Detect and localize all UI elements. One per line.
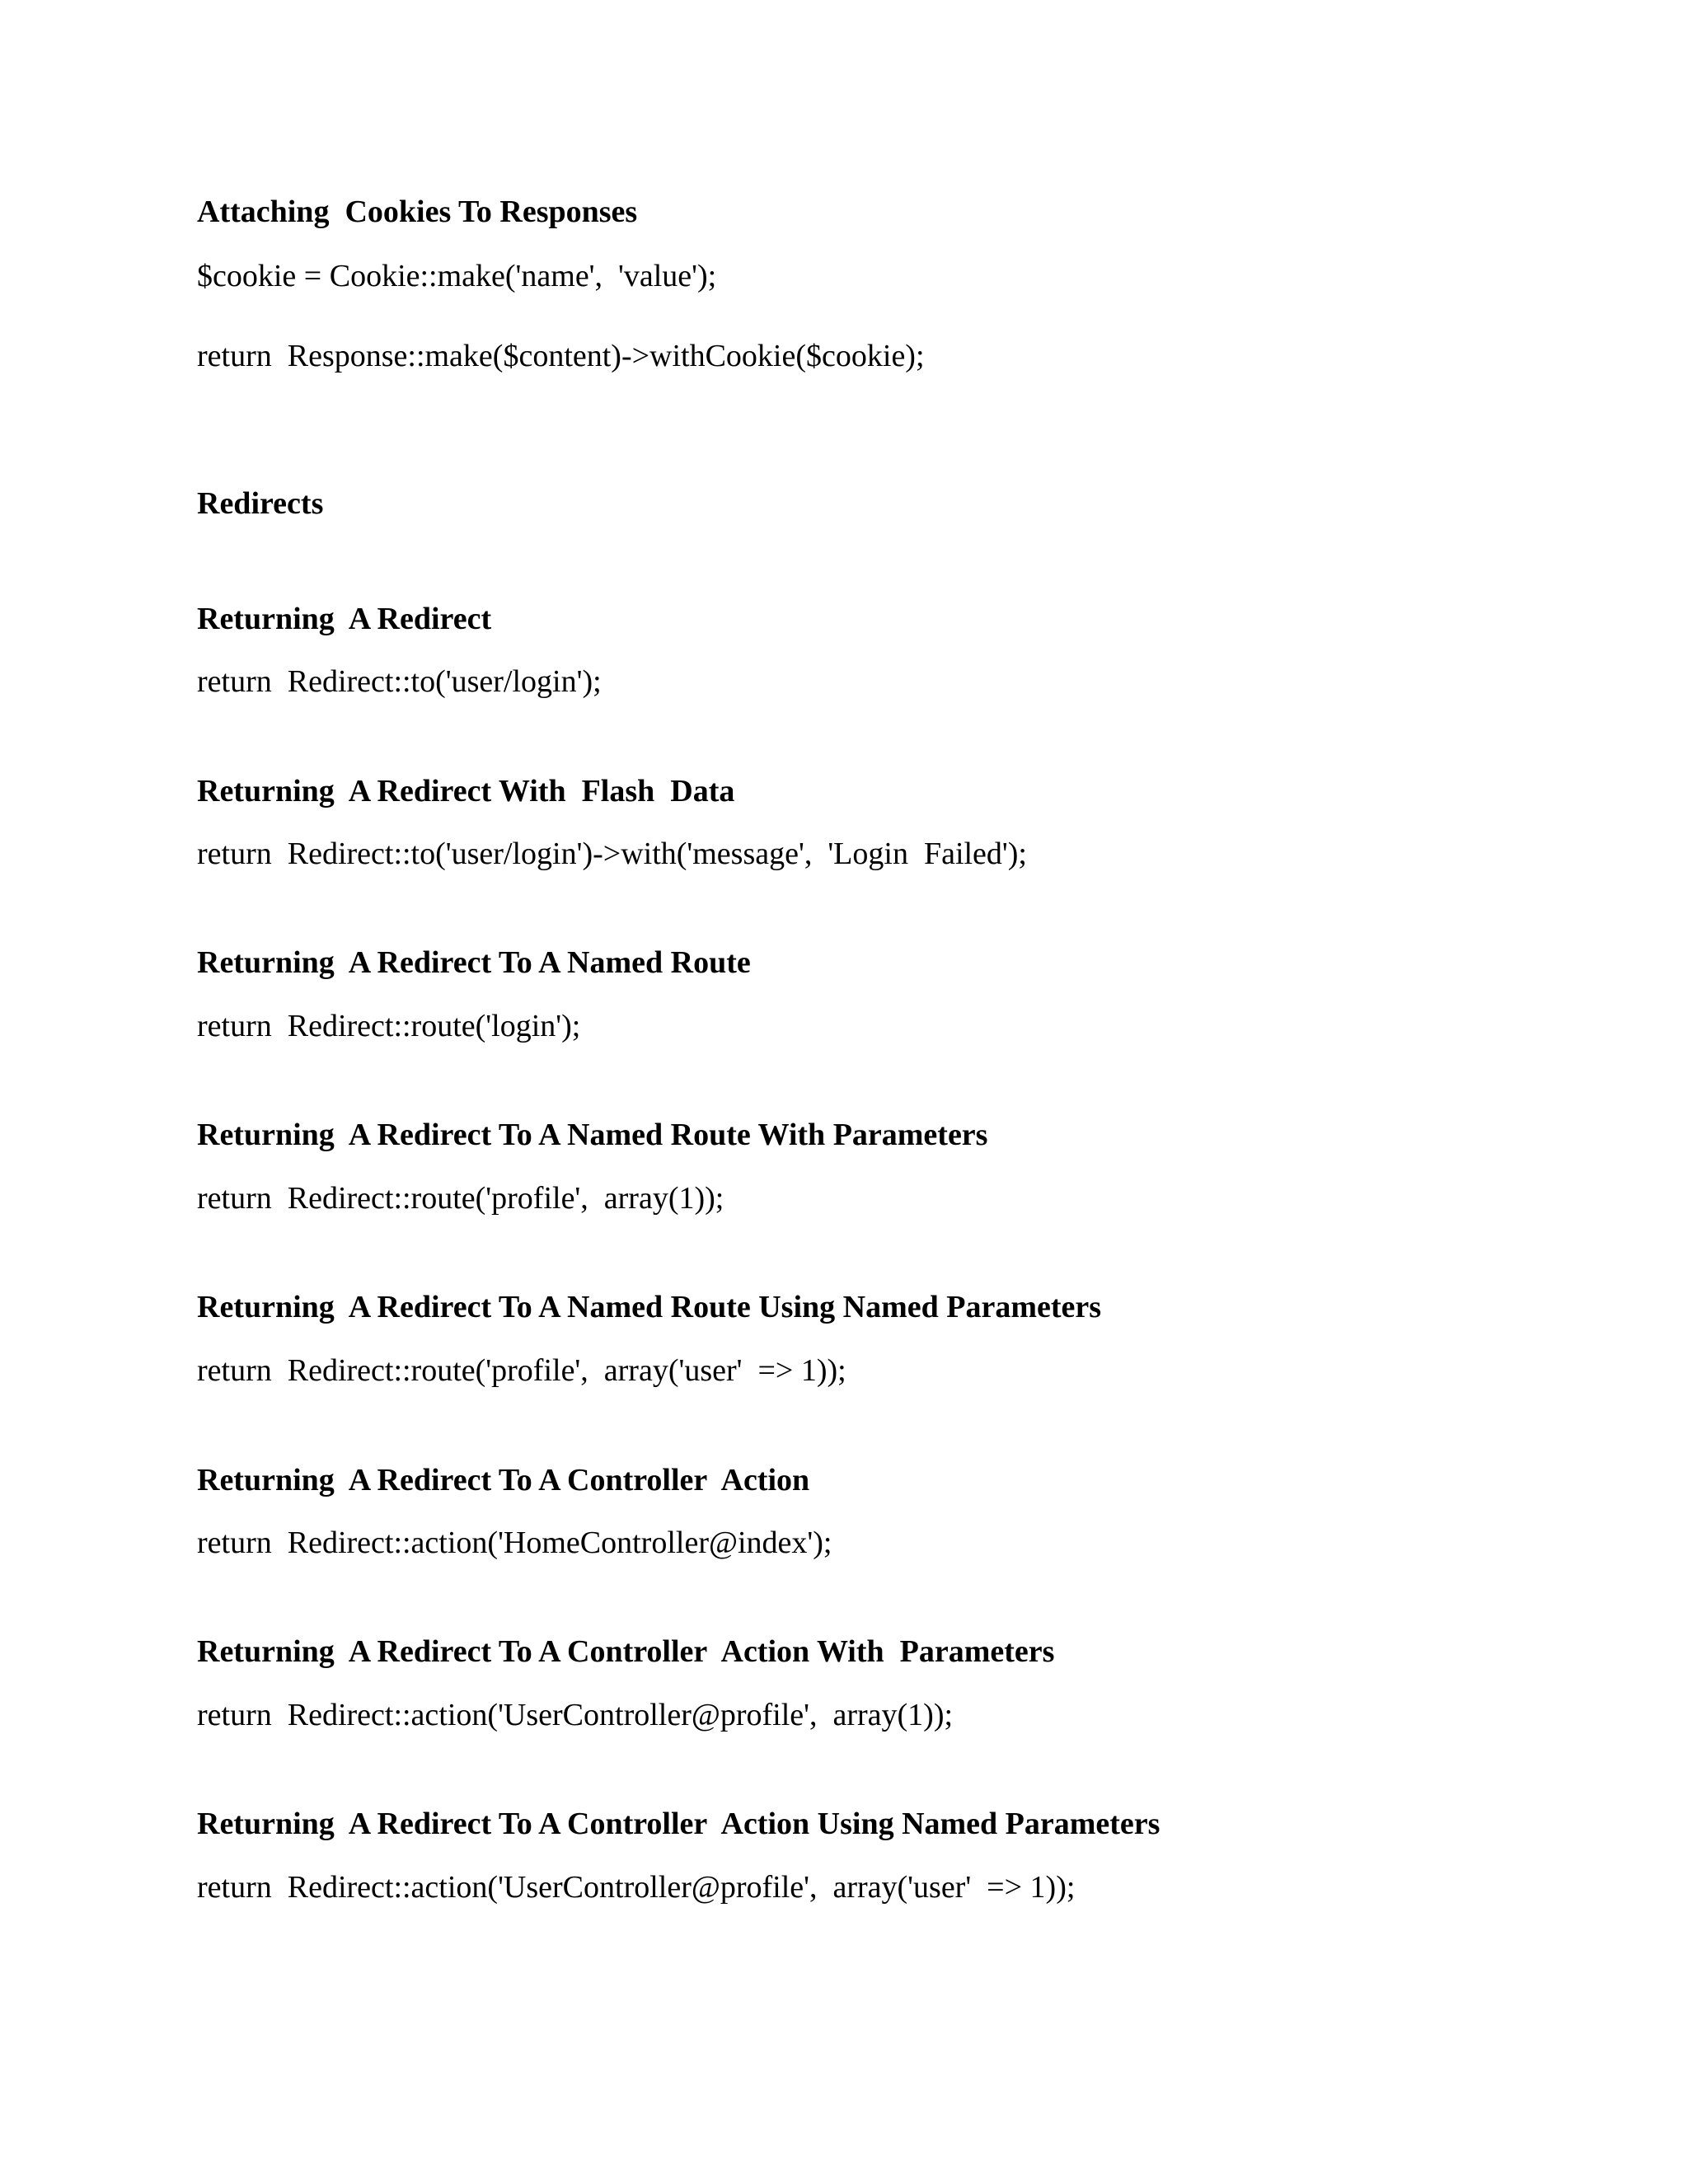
subheading-redirect-named-route-named-parameters: Returning A Redirect To A Named Route Using Named Parameters: [197, 1290, 1102, 1324]
subheading-redirect-named-route: Returning A Redirect To A Named Route: [197, 945, 751, 980]
code-line-redirect-action-profile: return Redirect::action('UserController@profile', array(1));: [197, 1698, 954, 1732]
code-line-redirect-route-profile: return Redirect::route('profile', array(1));: [197, 1181, 724, 1216]
code-line-redirect-action-home: return Redirect::action('HomeController@index');: [197, 1526, 832, 1560]
subheading-redirect-flash-data: Returning A Redirect With Flash Data: [197, 774, 735, 808]
subheading-redirect-controller-action-parameters: Returning A Redirect To A Controller Action With Parameters: [197, 1634, 1055, 1669]
code-line-cookie-make: $cookie = Cookie::make('name', 'value');: [197, 259, 717, 293]
code-line-redirect-to: return Redirect::to('user/login');: [197, 664, 602, 699]
code-line-redirect-action-profile-user: return Redirect::action('UserController@profile', array('user' => 1));: [197, 1870, 1076, 1905]
section-heading-attaching-cookies: Attaching Cookies To Responses: [197, 194, 638, 229]
code-line-redirect-with-message: return Redirect::to('user/login')->with('message', 'Login Failed');: [197, 837, 1027, 871]
subheading-returning-redirect: Returning A Redirect: [197, 602, 492, 636]
code-line-redirect-route-profile-user: return Redirect::route('profile', array('user' => 1));: [197, 1353, 846, 1388]
section-heading-redirects: Redirects: [197, 486, 324, 521]
code-line-response-with-cookie: return Response::make($content)->withCookie($cookie);: [197, 339, 925, 373]
subheading-redirect-controller-action-named-parameters: Returning A Redirect To A Controller Action Using Named Parameters: [197, 1807, 1160, 1841]
subheading-redirect-controller-action: Returning A Redirect To A Controller Action: [197, 1463, 810, 1497]
code-line-redirect-route-login: return Redirect::route('login');: [197, 1009, 581, 1043]
subheading-redirect-named-route-parameters: Returning A Redirect To A Named Route With Parameters: [197, 1118, 988, 1152]
